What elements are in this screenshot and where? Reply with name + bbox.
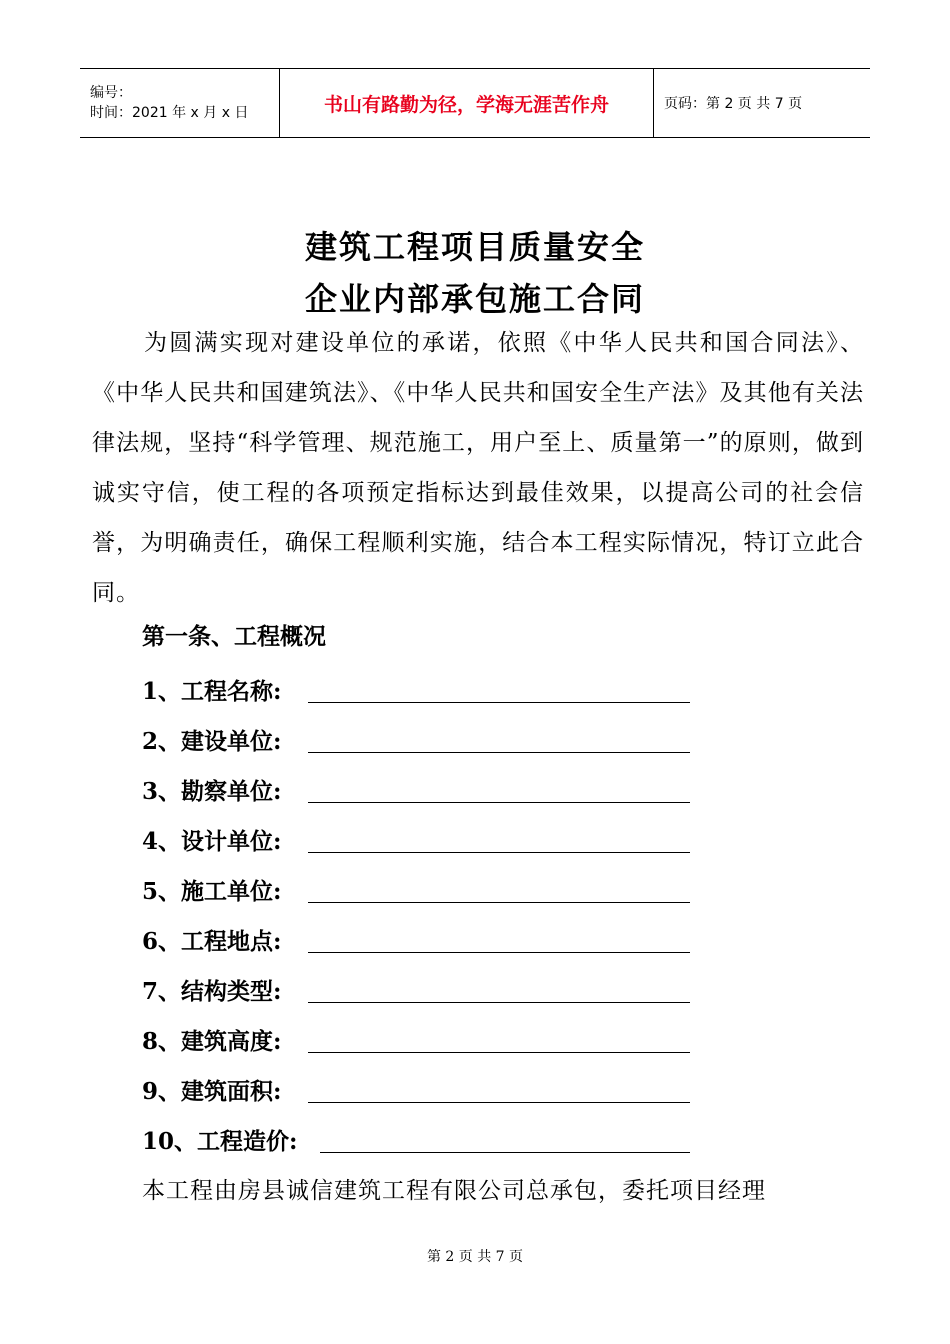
field-label: 8、建筑高度: xyxy=(142,1028,282,1055)
field-label: 1、工程名称: xyxy=(142,678,282,705)
header-page-label: 页码：第 2 页 共 7 页 xyxy=(664,96,803,112)
fill-in-blank[interactable] xyxy=(308,952,690,953)
field-row xyxy=(142,766,282,806)
field-label: 2、建设单位: xyxy=(142,728,282,755)
field-row xyxy=(142,816,282,856)
field-label: 7、结构类型: xyxy=(142,978,282,1005)
body-paragraph: 本工程由房县诚信建筑工程有限公司总承包，委托项目经理 xyxy=(142,1178,766,1204)
section-heading: 第一条、工程概况 xyxy=(142,623,326,650)
field-label: 5、施工单位: xyxy=(142,878,282,905)
field-label: 10、工程造价: xyxy=(142,1128,298,1155)
field-row xyxy=(142,866,282,906)
fill-in-blank[interactable] xyxy=(308,1002,690,1003)
field-row xyxy=(142,1016,282,1056)
intro-paragraph: 为圆满实现对建设单位的承诺，依照《中华人民共和国合同法》、《中华人民共和国建筑法》、《中华人民共和国安全生产法》及其他有关法律法规，坚持“科学管理、规范施工，用户至上、质量第一”的原则，做到诚实守信，使工程的各项预定指标达到最佳效果，以提高公司的社会信誉，为明确责任，确保工程顺利实施，结合本工程实际情况，特订立此合同。 xyxy=(92,330,864,606)
field-label: 4、设计单位: xyxy=(142,828,282,855)
fill-in-blank[interactable] xyxy=(308,852,690,853)
field-row xyxy=(142,966,282,1006)
field-row xyxy=(142,1066,282,1106)
number-label: 编号： xyxy=(90,85,132,101)
field-label: 9、建筑面积: xyxy=(142,1078,282,1105)
time-label: 时间：2021 年 x 月 x 日 xyxy=(90,105,249,121)
document-header xyxy=(80,68,870,138)
field-row xyxy=(142,916,282,956)
field-label: 6、工程地点: xyxy=(142,928,282,955)
fill-in-blank[interactable] xyxy=(308,802,690,803)
page-footer: 第 2 页 共 7 页 xyxy=(426,1249,524,1265)
document-title-line1: 建筑工程项目质量安全 xyxy=(304,228,645,266)
field-row xyxy=(142,1116,298,1156)
field-label: 3、勘察单位: xyxy=(142,778,282,805)
header-meta xyxy=(80,69,280,137)
fill-in-blank[interactable] xyxy=(308,702,690,703)
fill-in-blank[interactable] xyxy=(308,902,690,903)
field-row xyxy=(142,666,282,706)
fill-in-blank[interactable] xyxy=(320,1152,690,1153)
header-motto: 书山有路勤为径，学海无涯苦作舟 xyxy=(280,69,654,137)
field-row xyxy=(142,716,282,756)
document-title-line2: 企业内部承包施工合同 xyxy=(304,280,645,318)
fill-in-blank[interactable] xyxy=(308,752,690,753)
fill-in-blank[interactable] xyxy=(308,1102,690,1103)
fill-in-blank[interactable] xyxy=(308,1052,690,1053)
